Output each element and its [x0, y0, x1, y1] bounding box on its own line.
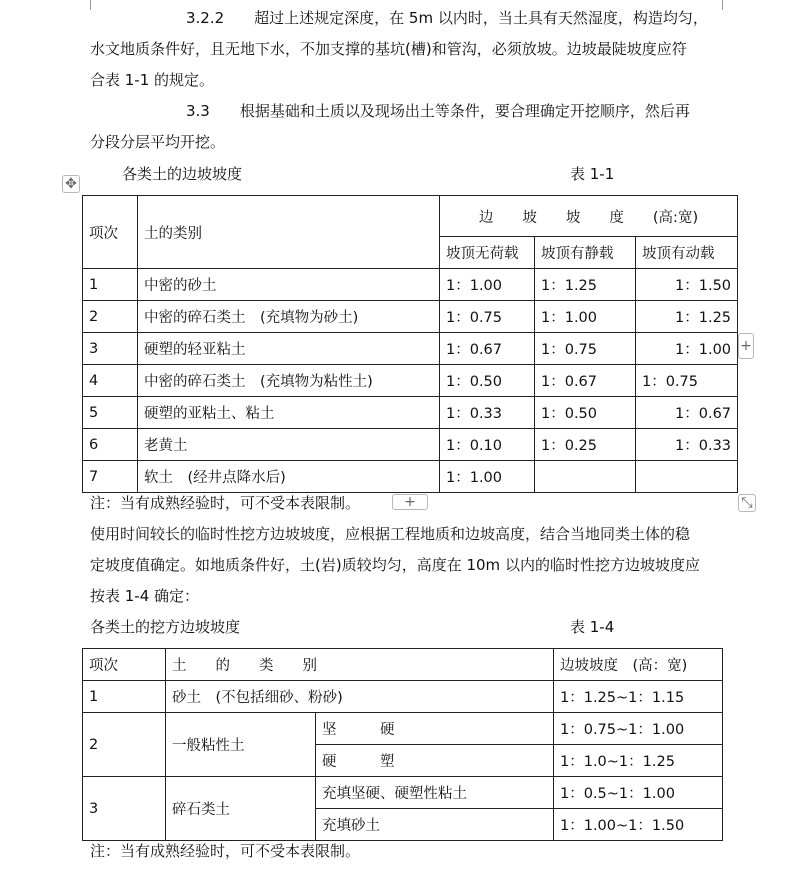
table-row — [83, 397, 738, 429]
cell-type: 砂土 (不包括细砂、粉砂) — [166, 681, 554, 713]
cell-dynamic-load: 1：1.25 — [636, 301, 738, 333]
cell-subtype: 充填砂土 — [316, 809, 554, 841]
cell-dynamic-load: 1：1.50 — [636, 269, 738, 301]
table-row — [83, 333, 738, 365]
table-row — [83, 461, 738, 493]
cell-type: 中密的碎石类土 (充填物为粘性土) — [138, 365, 440, 397]
cell-slope: 1：0.5~1：1.00 — [554, 777, 723, 809]
table-1-4 — [82, 648, 723, 841]
cell-type: 中密的砂土 — [138, 269, 440, 301]
mid-paragraph-line-2: 定坡度值确定。如地质条件好，土(岩)质较均匀，高度在 10m 以内的临时性挖方边坡坡度应 — [90, 556, 700, 574]
cell-type: 硬塑的亚粘土、粘土 — [138, 397, 440, 429]
cell-static-load: 1：0.50 — [535, 397, 636, 429]
header-col-index: 项次 — [83, 649, 166, 681]
table-row — [83, 713, 723, 745]
cell-type: 老黄土 — [138, 429, 440, 461]
table-row — [83, 681, 723, 713]
cell-type: 一般粘性土 — [166, 713, 316, 777]
table-row — [83, 269, 738, 301]
cell-index: 3 — [83, 333, 138, 365]
cell-dynamic-load: 1：0.33 — [636, 429, 738, 461]
cell-static-load: 1：0.25 — [535, 429, 636, 461]
cell-type: 硬塑的轻亚粘土 — [138, 333, 440, 365]
table-row — [83, 649, 723, 681]
cell-static-load: 1：0.75 — [535, 333, 636, 365]
header-col-type: 土的类别 — [138, 196, 440, 269]
table-row — [83, 196, 738, 237]
table-1-1-number: 表 1-1 — [570, 165, 615, 183]
cell-no-load: 1：1.00 — [440, 461, 535, 493]
header-col-index: 项次 — [83, 196, 138, 269]
cell-dynamic-load — [636, 461, 738, 493]
cell-static-load — [535, 461, 636, 493]
cell-subtype: 硬 塑 — [316, 745, 554, 777]
table-1-4-title: 各类土的挖方边坡坡度 — [90, 618, 241, 636]
header-col-type: 土 的 类 别 — [166, 649, 554, 681]
table-move-icon[interactable]: ✥ — [62, 175, 80, 193]
paragraph-3-2-2-line-2: 水文地质条件好，且无地下水，不加支撑的基坑(槽)和管沟，必须放坡。边坡最陡坡度应符 — [90, 40, 687, 58]
cell-type: 软土 (经井点降水后) — [138, 461, 440, 493]
mid-paragraph-line-3: 按表 1-4 确定： — [90, 587, 200, 605]
table-row — [83, 777, 723, 809]
table-1-1 — [82, 195, 738, 493]
cell-dynamic-load: 1：0.75 — [636, 365, 738, 397]
cell-slope: 1：1.00~1：1.50 — [554, 809, 723, 841]
cell-type: 中密的碎石类土 (充填物为砂土) — [138, 301, 440, 333]
cell-no-load: 1：0.50 — [440, 365, 535, 397]
cell-index: 2 — [83, 301, 138, 333]
cell-index: 5 — [83, 397, 138, 429]
table-row — [83, 365, 738, 397]
cell-index: 1 — [83, 681, 166, 713]
cell-no-load: 1：0.33 — [440, 397, 535, 429]
cell-index: 6 — [83, 429, 138, 461]
cell-dynamic-load: 1：1.00 — [636, 333, 738, 365]
cell-static-load: 1：1.25 — [535, 269, 636, 301]
cell-subtype: 坚 硬 — [316, 713, 554, 745]
cell-index: 1 — [83, 269, 138, 301]
cell-dynamic-load: 1：0.67 — [636, 397, 738, 429]
paragraph-3-3-line-2: 分段分层平均开挖。 — [90, 133, 226, 151]
cell-subtype: 充填坚硬、硬塑性粘土 — [316, 777, 554, 809]
cell-no-load: 1：0.67 — [440, 333, 535, 365]
cell-index: 2 — [83, 713, 166, 777]
cell-slope: 1：1.0~1：1.25 — [554, 745, 723, 777]
table-1-4-note: 注：当有成熟经验时，可不受本表限制。 — [90, 842, 361, 860]
cell-static-load: 1：1.00 — [535, 301, 636, 333]
paragraph-3-2-2-line-1: 3.2.2 超过上述规定深度，在 5m 以内时，当土具有天然湿度，构造均匀， — [186, 9, 708, 27]
header-slope-group: 边 坡 坡 度 (高:宽) — [440, 196, 738, 237]
header-col-slope: 边坡坡度 (高：宽) — [554, 649, 723, 681]
header-sub-dynamic-load: 坡顶有动载 — [636, 237, 738, 269]
table-resize-icon[interactable]: ⤡ — [738, 494, 756, 512]
table-1-1-note: 注：当有成熟经验时，可不受本表限制。 — [90, 494, 361, 512]
left-margin-mark — [90, 0, 91, 10]
cell-index: 3 — [83, 777, 166, 841]
cell-index: 4 — [83, 365, 138, 397]
table-1-1-title: 各类土的边坡坡度 — [122, 165, 243, 183]
cell-type: 碎石类土 — [166, 777, 316, 841]
cell-no-load: 1：0.10 — [440, 429, 535, 461]
paragraph-3-3-line-1: 3.3 根据基础和土质以及现场出土等条件，要合理确定开挖顺序，然后再 — [186, 102, 690, 120]
paragraph-3-2-2-line-3: 合表 1-1 的规定。 — [90, 71, 215, 89]
cell-no-load: 1：1.00 — [440, 269, 535, 301]
cell-slope: 1：1.25~1：1.15 — [554, 681, 723, 713]
header-sub-static-load: 坡顶有静载 — [535, 237, 636, 269]
mid-paragraph-line-1: 使用时间较长的临时性挖方边坡坡度，应根据工程地质和边坡高度，结合当地同类土体的稳 — [90, 525, 691, 543]
cell-index: 7 — [83, 461, 138, 493]
table-row — [83, 301, 738, 333]
right-margin-mark — [722, 0, 723, 10]
cell-static-load: 1：0.67 — [535, 365, 636, 397]
add-row-icon[interactable]: + — [392, 494, 428, 510]
cell-slope: 1：0.75~1：1.00 — [554, 713, 723, 745]
table-row — [83, 429, 738, 461]
table-1-4-number: 表 1-4 — [570, 618, 615, 636]
add-column-icon[interactable]: + — [738, 333, 754, 359]
cell-no-load: 1：0.75 — [440, 301, 535, 333]
header-sub-no-load: 坡顶无荷载 — [440, 237, 535, 269]
